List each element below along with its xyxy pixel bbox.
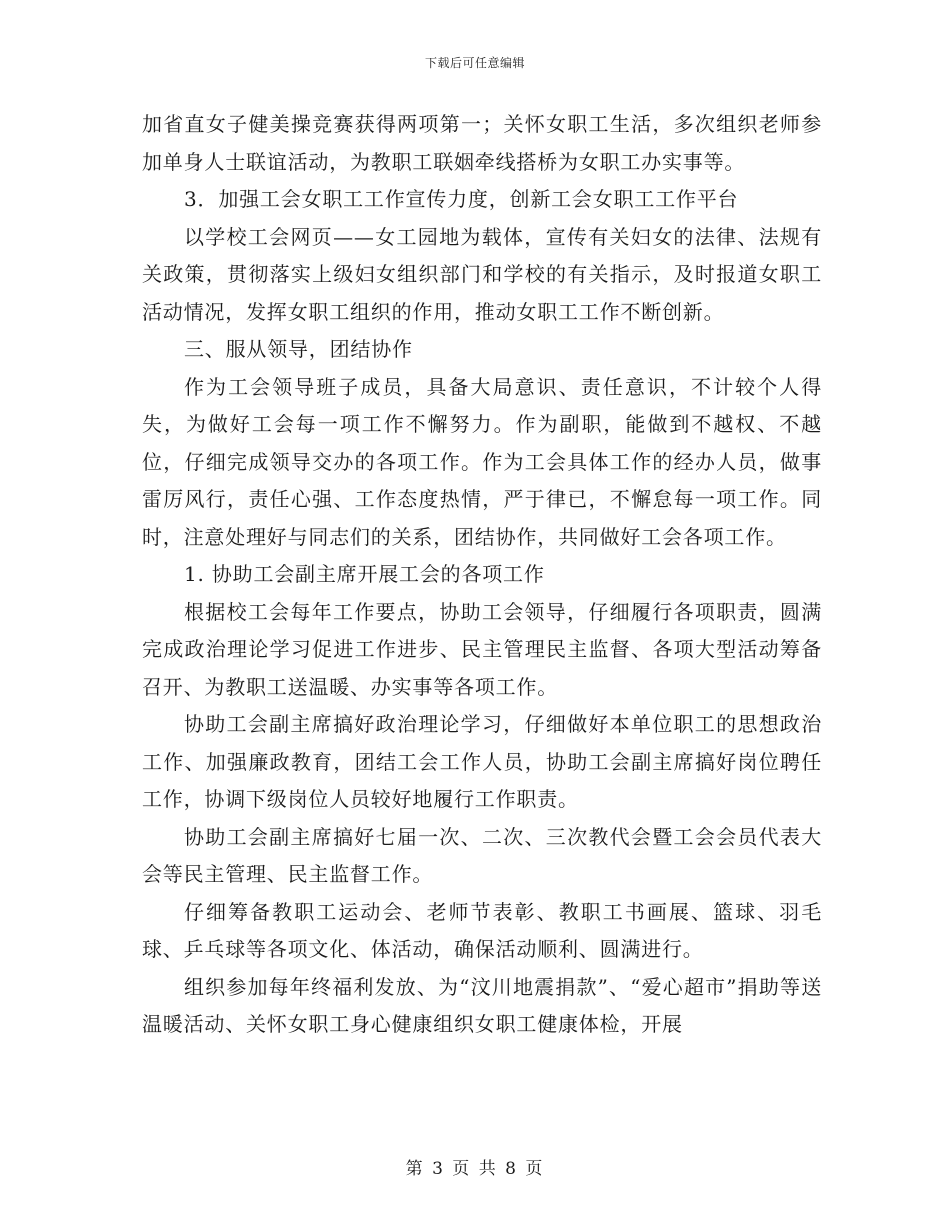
page-header bbox=[0, 54, 950, 71]
paragraph: 组织参加每年终福利发放、为“汶川地震捐款”、“爱心超市”捐助等送温暖活动、关怀女职工身心健康组织女职工健康体检，开展 bbox=[142, 974, 822, 1036]
paragraph: 仔细筹备教职工运动会、老师节表彰、教职工书画展、篮球、羽毛球、乒乓球等各项文化、体活动，确保活动顺利、圆满进行。 bbox=[142, 899, 822, 961]
page-footer bbox=[0, 1154, 950, 1179]
paragraph: 根据校工会每年工作要点，协助工会领导，仔细履行各项职责，圆满完成政治理论学习促进工作进步、民主管理民主监督、各项大型活动筹备召开、为教职工送温暖、办实事等各项工作。 bbox=[142, 599, 822, 699]
page-number: 第 3 页 共 8 页 bbox=[405, 1159, 545, 1179]
paragraph: 作为工会领导班子成员，具备大局意识、责任意识，不计较个人得失，为做好工会每一项工作不懈努力。作为副职，能做到不越权、不越位，仔细完成领导交办的各项工作。作为工会具体工作的经办人员，做事雷厉风行，责任心强、工作态度热情，严于律已，不懈怠每一项工作。同时，注意处理好与同志们的关系，团结协作，共同做好工会各项工作。 bbox=[142, 374, 822, 549]
document-body bbox=[142, 106, 822, 1044]
subsection-heading: 1. 协助工会副主席开展工会的各项工作 bbox=[184, 562, 545, 586]
section-heading: 三、服从领导，团结协作 bbox=[184, 337, 413, 361]
paragraph: 以学校工会网页——女工园地为载体，宣传有关妇女的法律、法规有关政策，贯彻落实上级妇女组织部门和学校的有关指示，及时报道女职工活动情况，发挥女职工组织的作用，推动女职工工作不断创新。 bbox=[142, 224, 822, 324]
paragraph: 加省直女子健美操竞赛获得两项第一；关怀女职工生活，多次组织老师参加单身人士联谊活动，为教职工联姻牵线搭桥为女职工办实事等。 bbox=[142, 112, 822, 174]
paragraph: 协助工会副主席搞好政治理论学习，仔细做好本单位职工的思想政治工作、加强廉政教育，团结工会工作人员，协助工会副主席搞好岗位聘任工作，协调下级岗位人员较好地履行工作职责。 bbox=[142, 712, 822, 811]
paragraph: 3．加强工会女职工工作宣传力度，创新工会女职工工作平台 bbox=[184, 187, 739, 211]
header-note: 下载后可任意编辑 bbox=[424, 56, 525, 70]
paragraph: 协助工会副主席搞好七届一次、二次、三次教代会暨工会会员代表大会等民主管理、民主监督工作。 bbox=[142, 824, 822, 886]
